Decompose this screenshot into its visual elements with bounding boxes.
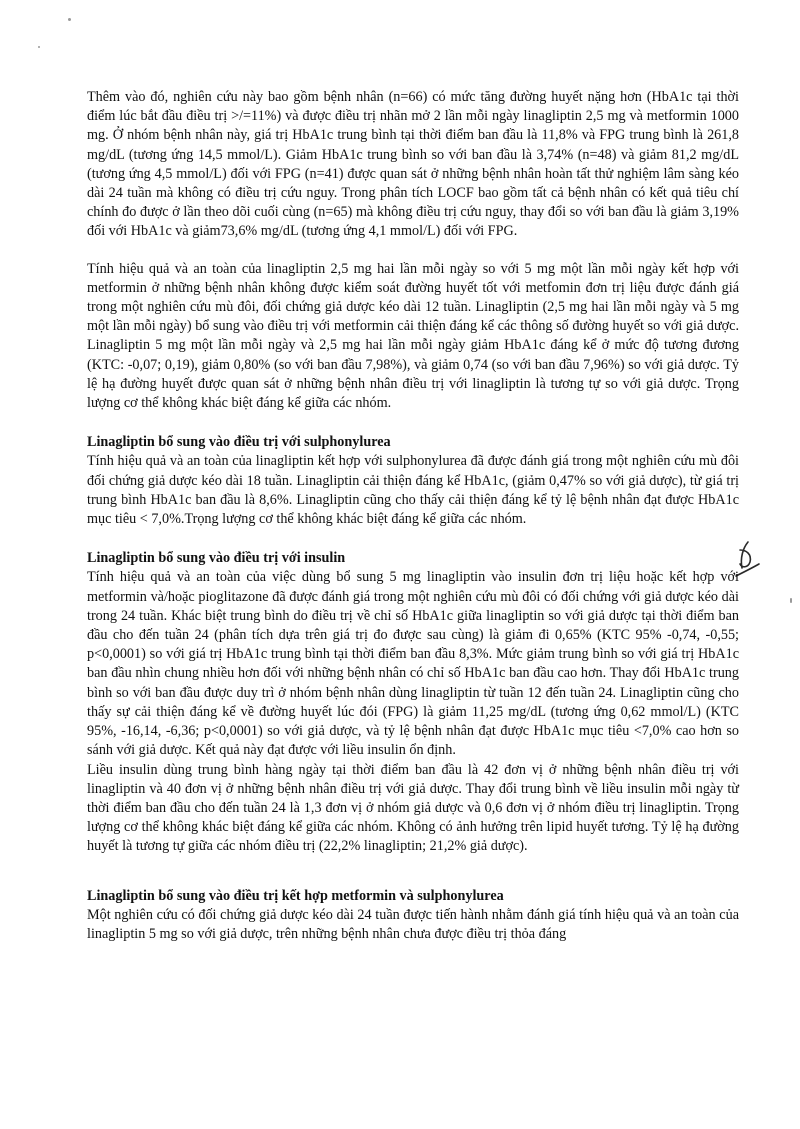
paragraph-metformin-sulphonylurea: Một nghiên cứu có đối chứng giả dược kéo dài 24 tuần được tiến hành nhằm đánh giá tính hiệu quả và an toàn của linagliptin 5 mg so với giả dược, trên những bệnh nhân chưa được điều trị thỏa đáng [87, 906, 739, 942]
paragraph-severe-hyperglycemia: Thêm vào đó, nghiên cứu này bao gồm bệnh nhân (n=66) có mức tăng đường huyết nặng hơn (HbA1c tại thời điểm lúc bắt đầu điều trị >/=11%) và được điều trị nhãn mở 2 lần mỗi ngày linagliptin 2,5 mg và metformin 1000 mg. Ở nhóm bệnh nhân này, giá trị HbA1c trung bình tại thời điểm ban đầu là 11,8% và FPG trung bình là 261,8 mg/dL (tương ứng 14,5 mmol/L). Giảm HbA1c trung bình so với ban đầu là 3,74% (n=48) và giảm 81,2 mg/dL (tương ứng 4,5 mmol/L) đối với FPG (n=41) được quan sát ở những bệnh nhân hoàn tất thử nghiệm lâm sàng kéo dài 24 tuần mà không có điều trị cứu nguy. Trong phân tích LOCF bao gồm tất cả bệnh nhân có kết quả tiêu chí chính đo được ở lần theo dõi cuối cùng (n=65) mà không điều trị cứu nguy, thay đổi so với ban đầu là giảm 3,19% đối với HbA1c và giảm73,6% mg/dL (tương ứng 4,1 mmol/L) đối với FPG. [87, 89, 739, 240]
paragraph-insulin-efficacy: Tính hiệu quả và an toàn của việc dùng bổ sung 5 mg linagliptin vào insulin đơn trị liệu hoặc kết hợp với metformin và/hoặc pioglitazone đã được đánh giá trong một nghiên cứu mù đôi có đối chứng với giả dược kéo dài trong 24 tuần. Khác biệt trung bình do điều trị về chỉ số HbA1c giữa linagliptin so với giả dược tại thời điểm ban đầu cho đến tuần 24 (phân tích dựa trên giá trị đo được sau cùng) là giảm đi 0,65% (KTC 95% -0,74, -0,55; p<0,0001) so với giá trị HbA1c trung bình tại thời điểm ban đầu 8,3%. Mức giảm trung bình so với giá trị HbA1c ban đầu nhìn chung nhiều hơn đối với những bệnh nhân có chỉ số HbA1c ban đầu cao hơn. Thay đổi HbA1c trung bình so với ban đầu được duy trì ở nhóm bệnh nhân dùng linagliptin từ tuần 12 đến tuần 24. Linagliptin cũng cho thấy sự cải thiện đáng kể về đường huyết lúc đói (FPG) là giảm 11,25 mg/dL (tương ứng 0,62 mmol/L) (KTC 95%, -16,14, -6,36; p<0,0001) so với giả dược, và tỷ lệ bệnh nhân đạt được HbA1c mục tiêu <7,0% cao hơn so sánh với giả dược. Kết quả này đạt được với liều insulin ổn định. [87, 569, 739, 759]
paragraph-insulin-dose: Liều insulin dùng trung bình hàng ngày tại thời điểm ban đầu là 42 đơn vị ở những bệnh nhân điều trị với linagliptin và 40 đơn vị ở những bệnh nhân điều trị với giả dược. Thay đổi trung bình về liều insulin mỗi ngày từ thời điểm ban đầu cho đến tuần 24 là 1,3 đơn vị ở nhóm giả dược và 0,6 đơn vị ở nhóm điều trị linagliptin. Trọng lượng cơ thể không khác biệt đáng kể giữa các nhóm. Không có ảnh hưởng trên lipid huyết tương. Tỷ lệ hạ đường huyết là tương tự giữa các nhóm điều trị (22,2% linagliptin; 21,2% giả dược). [87, 761, 739, 855]
paragraph-twice-daily-dosing: Tính hiệu quả và an toàn của linagliptin 2,5 mg hai lần mỗi ngày so với 5 mg một lần mỗi ngày kết hợp với metformin ở những bệnh nhân không được kiểm soát đường huyết tốt với metfomin đơn trị liệu được đánh giá trong một nghiên cứu mù đôi, đối chứng giả dược kéo dài 12 tuần. Linagliptin (2,5 mg hai lần mỗi ngày và 5 mg một lần mỗi ngày) bổ sung vào điều trị với metformin cải thiện đáng kể các thông số đường huyết so với giả dược. Linagliptin 5 mg một lần mỗi ngày và 2,5 mg hai lần mỗi ngày giảm HbA1c đáng kể ở mức độ tương đương (KTC: -0,07; 0,19), giảm 0,80% (so với ban đầu 7,98%), và giảm 0,74 (so với ban đầu 7,96%) so với giả dược. Tỷ lệ hạ đường huyết được quan sát ở những bệnh nhân điều trị với linagliptin là tương tự so với giả dược. Trọng lượng cơ thể không khác biệt đáng kể giữa các nhóm. [87, 260, 739, 412]
heading-sulphonylurea: Linagliptin bổ sung vào điều trị với sulphonylurea [87, 434, 391, 451]
paragraph-sulphonylurea: Tính hiệu quả và an toàn của linagliptin kết hợp với sulphonylurea đã được đánh giá trong một nghiên cứu mù đôi đối chứng giả dược kéo dài 18 tuần. Linagliptin cải thiện đáng kể HbA1c, (giảm 0,47% so với giả dược), từ giá trị trung bình HbA1c ban đầu là 8,6%. Linagliptin cũng cho thấy cải thiện đáng kể tỷ lệ bệnh nhân đạt được HbA1c mục tiêu < 7,0%.Trọng lượng cơ thể không khác biệt đáng kể giữa các nhóm. [87, 453, 739, 528]
scan-speck-left [38, 46, 40, 48]
heading-metformin-sulphonylurea: Linagliptin bổ sung vào điều trị kết hợp metformin và sulphonylurea [87, 887, 504, 904]
heading-insulin: Linagliptin bổ sung vào điều trị với insulin [87, 550, 346, 567]
scan-speck-top [68, 18, 71, 21]
document-body [87, 88, 739, 944]
scan-speck-right [790, 598, 792, 603]
